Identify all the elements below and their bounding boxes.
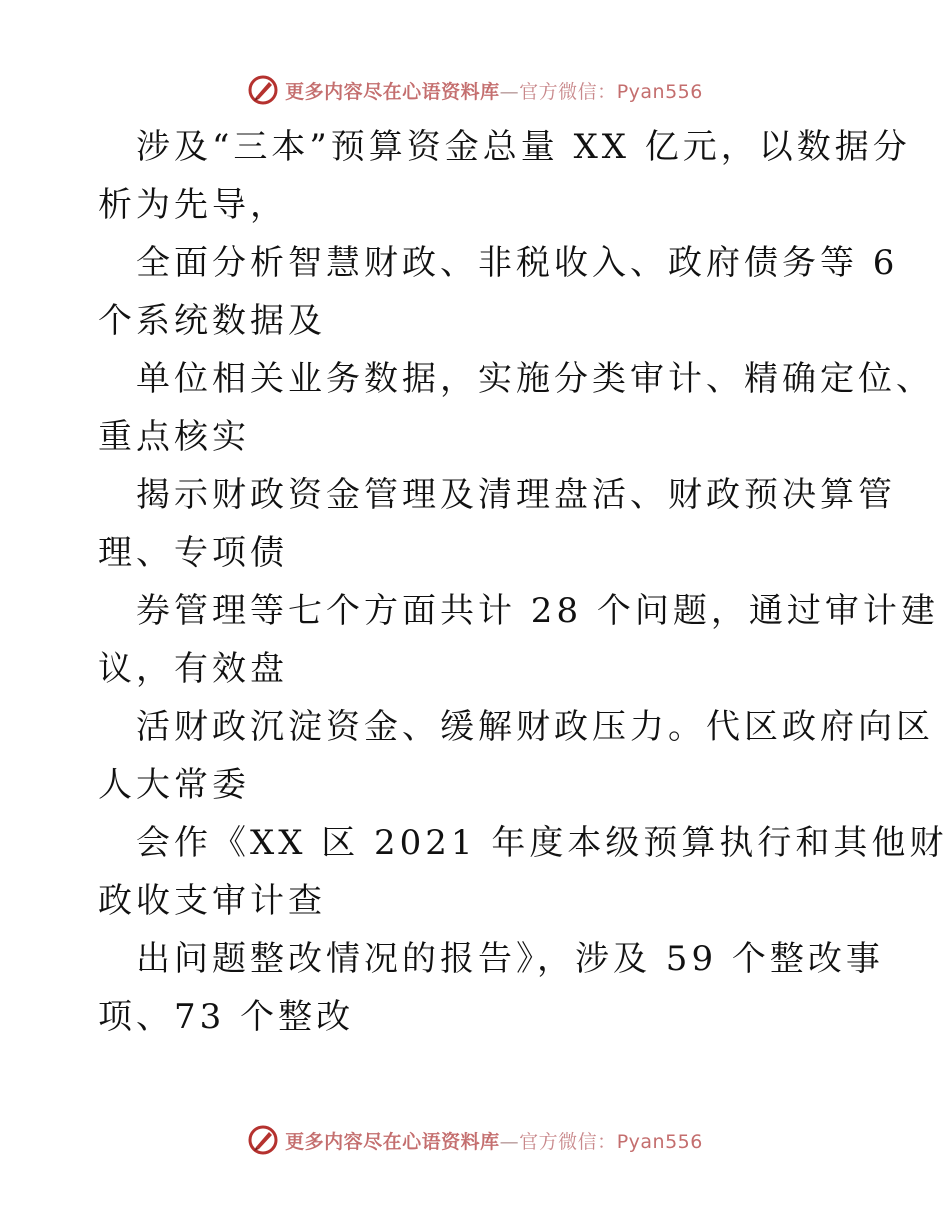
body-line: 券管理等七个方面共计 28 个问题，通过审计建 <box>136 591 939 631</box>
document-body <box>98 118 948 1046</box>
body-line: 重点核实 <box>98 417 250 457</box>
watermark-id: Pyan556 <box>616 80 703 103</box>
header-watermark <box>0 70 950 110</box>
quill-pen-logo-icon <box>247 74 279 106</box>
body-line: 涉及“三本”预算资金总量 XX 亿元，以数据分 <box>136 127 911 167</box>
body-line: 理、专项债 <box>98 533 288 573</box>
watermark-contact: 官方微信： <box>519 80 617 103</box>
watermark-text <box>285 77 703 104</box>
body-line: 会作《XX 区 2021 年度本级预算执行和其他财 <box>136 823 948 863</box>
body-line: 议，有效盘 <box>98 649 288 689</box>
body-line: 政收支审计查 <box>98 881 326 921</box>
body-line: 单位相关业务数据，实施分类审计、精确定位、 <box>136 359 934 399</box>
body-line: 个系统数据及 <box>98 301 326 341</box>
body-line: 出问题整改情况的报告》，涉及 59 个整改事 <box>136 939 884 979</box>
watermark-separator: — <box>499 1130 520 1153</box>
watermark-brand: 更多内容尽在心语资料库 <box>285 80 500 103</box>
watermark-brand: 更多内容尽在心语资料库 <box>285 1130 500 1153</box>
body-line: 项、73 个整改 <box>98 997 355 1037</box>
footer-watermark <box>0 1120 950 1160</box>
quill-pen-logo-icon <box>247 1124 279 1156</box>
body-line: 全面分析智慧财政、非税收入、政府债务等 6 <box>136 243 899 283</box>
body-line: 活财政沉淀资金、缓解财政压力。代区政府向区 <box>136 707 934 747</box>
body-line: 析为先导， <box>98 185 288 225</box>
watermark-text <box>285 1127 703 1154</box>
watermark-contact: 官方微信： <box>519 1130 617 1153</box>
body-line: 人大常委 <box>98 765 250 805</box>
watermark-separator: — <box>499 80 520 103</box>
body-line: 揭示财政资金管理及清理盘活、财政预决算管 <box>136 475 896 515</box>
watermark-id: Pyan556 <box>616 1130 703 1153</box>
